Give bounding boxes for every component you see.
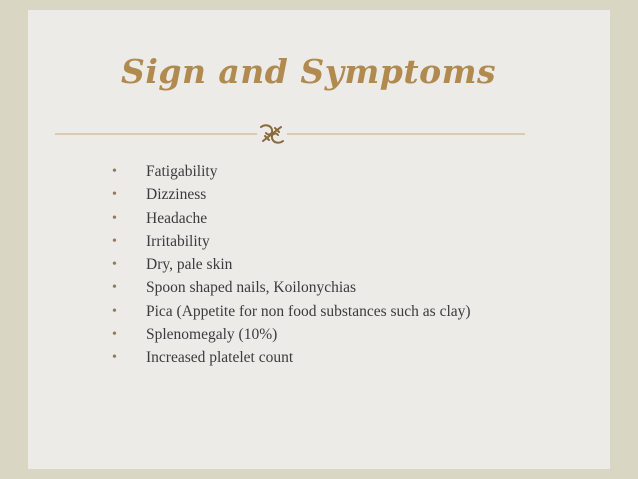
list-item-text: Increased platelet count [146, 349, 294, 366]
bullet-icon: • [112, 326, 117, 342]
list-item-text: Fatigability [146, 163, 218, 180]
slide-title: Sign and Symptoms [121, 52, 497, 91]
list-item-text: Irritability [146, 232, 210, 250]
bullet-icon: • [112, 187, 117, 203]
bullet-icon: • [112, 350, 117, 365]
list-item-text: Dry, pale skin [146, 256, 233, 273]
symptom-list [109, 160, 471, 369]
list-item [109, 253, 471, 276]
list-item [109, 207, 471, 230]
list-item [109, 323, 471, 346]
list-item [109, 230, 471, 253]
bullet-icon: • [112, 210, 117, 226]
list-item-text: Headache [146, 209, 208, 227]
list-item [109, 276, 471, 299]
list-item-text: Dizziness [146, 186, 207, 204]
list-item [109, 300, 471, 323]
list-item-text: Pica (Appetite for non food substances such as clay) [146, 302, 471, 320]
list-item [109, 160, 471, 183]
bullet-icon: • [112, 303, 117, 319]
list-item [109, 346, 471, 369]
dingbat-curl-icon [261, 125, 283, 142]
bullet-icon: • [112, 233, 117, 249]
list-item-text: Spoon shaped nails, Koilonychias [146, 279, 357, 297]
list-item-text: Splenomegaly (10%) [146, 325, 278, 343]
bullet-icon: • [112, 280, 117, 296]
bullet-icon: • [112, 257, 117, 272]
bullet-icon: • [112, 164, 117, 179]
list-item [109, 183, 471, 206]
title-divider [55, 122, 525, 146]
